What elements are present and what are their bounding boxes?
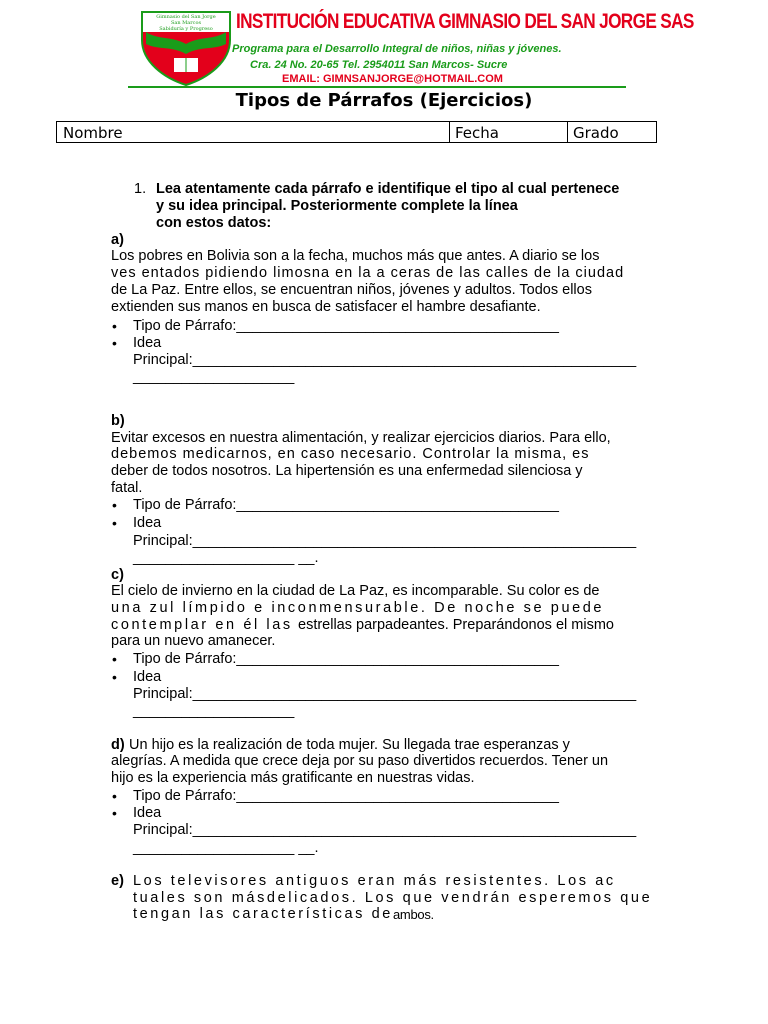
crest-line3: Sabiduría y Progreso xyxy=(159,26,213,32)
section-c-label: c) xyxy=(111,567,124,583)
paragraph-line: una zul límpido e inconmensurable. De noche se puede xyxy=(111,600,605,616)
instruction-line: con estos datos: xyxy=(156,215,272,231)
paragraph-line: El cielo de invierno en la ciudad de La Paz, es incomparable. Su color es de xyxy=(111,583,600,599)
tipo-parrafo-field[interactable]: Tipo de Párrafo:________________________________________ xyxy=(133,651,560,667)
answer-blank[interactable]: ____________________ __. xyxy=(133,550,319,566)
bullet-icon: • xyxy=(112,335,117,351)
bullet-icon: • xyxy=(112,497,117,513)
idea-principal-field[interactable]: Principal:_______________________________________________________ xyxy=(133,822,637,838)
crest-line1: Gimnasio del San Jorge xyxy=(156,14,216,20)
header-divider xyxy=(128,86,626,88)
idea-label: Idea xyxy=(133,669,162,685)
tipo-parrafo-field[interactable]: Tipo de Párrafo:________________________________________ xyxy=(133,318,560,334)
paragraph-line: contemplar en él las xyxy=(111,617,293,633)
instruction-line: y su idea principal. Posteriormente complete la línea xyxy=(156,198,518,214)
section-d-label: d) xyxy=(111,737,125,753)
paragraph-line: Los pobres en Bolivia son a la fecha, muchos más que antes. A diario se los xyxy=(111,248,600,264)
section-e-label: e) xyxy=(111,873,124,889)
paragraph-line: deber de todos nosotros. La hipertensión es una enfermedad silenciosa y xyxy=(111,463,583,479)
instruction-line: Lea atentamente cada párrafo e identifique el tipo al cual pertenece xyxy=(156,181,620,197)
paragraph-line: tuales son másdelicados. Los que vendrán esperemos que xyxy=(133,890,653,906)
idea-principal-field[interactable]: Principal:_______________________________________________________ xyxy=(133,533,637,549)
bullet-icon: • xyxy=(112,515,117,531)
answer-blank[interactable]: ____________________ xyxy=(133,369,295,385)
student-info-table xyxy=(56,121,657,143)
paragraph-line: hijo es la experiencia más gratificante en nuestras vidas. xyxy=(111,770,475,786)
answer-blank[interactable]: ____________________ __. xyxy=(133,840,319,856)
bullet-icon: • xyxy=(112,788,117,804)
idea-label: Idea xyxy=(133,515,162,531)
paragraph-line: fatal. xyxy=(111,480,143,496)
fecha-field[interactable]: Fecha xyxy=(455,124,499,142)
tipo-parrafo-field[interactable]: Tipo de Párrafo:________________________________________ xyxy=(133,788,560,804)
idea-principal-field[interactable]: Principal:_______________________________________________________ xyxy=(133,686,637,702)
paragraph-line: de La Paz. Entre ellos, se encuentran niños, jóvenes y adultos. Todos ellos xyxy=(111,282,592,298)
page-title: Tipos de Párrafos (Ejercicios) xyxy=(235,90,533,111)
paragraph-line: extienden sus manos en busca de satisfacer el hambre desafiante. xyxy=(111,299,541,315)
instruction-number: 1. xyxy=(134,181,147,197)
program-line: Programa para el Desarrollo Integral de niños, niñas y jóvenes. xyxy=(232,43,562,55)
paragraph-line: alegrías. A medida que crece deja por su paso divertidos recuerdos. Tener un xyxy=(111,753,609,769)
bullet-icon: • xyxy=(112,805,117,821)
paragraph-line: estrellas parpadeantes. Preparándonos el mismo xyxy=(298,617,614,633)
paragraph-line: Un hijo es la realización de toda mujer. Su llegada trae esperanzas y xyxy=(129,737,570,753)
paragraph-line: tengan las características de xyxy=(133,906,393,922)
email-line: EMAIL: GIMNSANJORGE@HOTMAIL.COM xyxy=(282,73,503,85)
bullet-icon: • xyxy=(112,651,117,667)
section-a-label: a) xyxy=(111,232,124,248)
idea-principal-field[interactable]: Principal:_______________________________________________________ xyxy=(133,352,637,368)
paragraph-line: ambos. xyxy=(393,907,434,922)
crest-line2: San Marcos xyxy=(170,20,202,26)
answer-blank[interactable]: ____________________ xyxy=(133,703,295,719)
paragraph-line: debemos medicarnos, en caso necesario. Controlar la misma, es xyxy=(111,446,590,462)
paragraph-line: Evitar excesos en nuestra alimentación, y realizar ejercicios diarios. Para ello, xyxy=(111,430,611,446)
paragraph-line: para un nuevo amanecer. xyxy=(111,633,276,649)
paragraph-line: Los televisores antiguos eran más resistentes. Los ac xyxy=(133,873,616,889)
paragraph-line: ves entados pidiendo limosna en la a ceras de las calles de la ciudad xyxy=(111,265,625,281)
bullet-icon: • xyxy=(112,318,117,334)
school-crest-logo xyxy=(138,10,234,86)
section-b-label: b) xyxy=(111,413,125,429)
grado-field[interactable]: Grado xyxy=(573,124,619,142)
address-line: Cra. 24 No. 20-65 Tel. 2954011 San Marcos- Sucre xyxy=(250,59,508,71)
nombre-field[interactable]: Nombre xyxy=(63,124,123,142)
tipo-parrafo-field[interactable]: Tipo de Párrafo:________________________________________ xyxy=(133,497,560,513)
school-name: INSTITUCIÓN EDUCATIVA GIMNASIO DEL SAN JORGE SAS xyxy=(236,10,694,33)
idea-label: Idea xyxy=(133,335,162,351)
bullet-icon: • xyxy=(112,669,117,685)
idea-label: Idea xyxy=(133,805,162,821)
